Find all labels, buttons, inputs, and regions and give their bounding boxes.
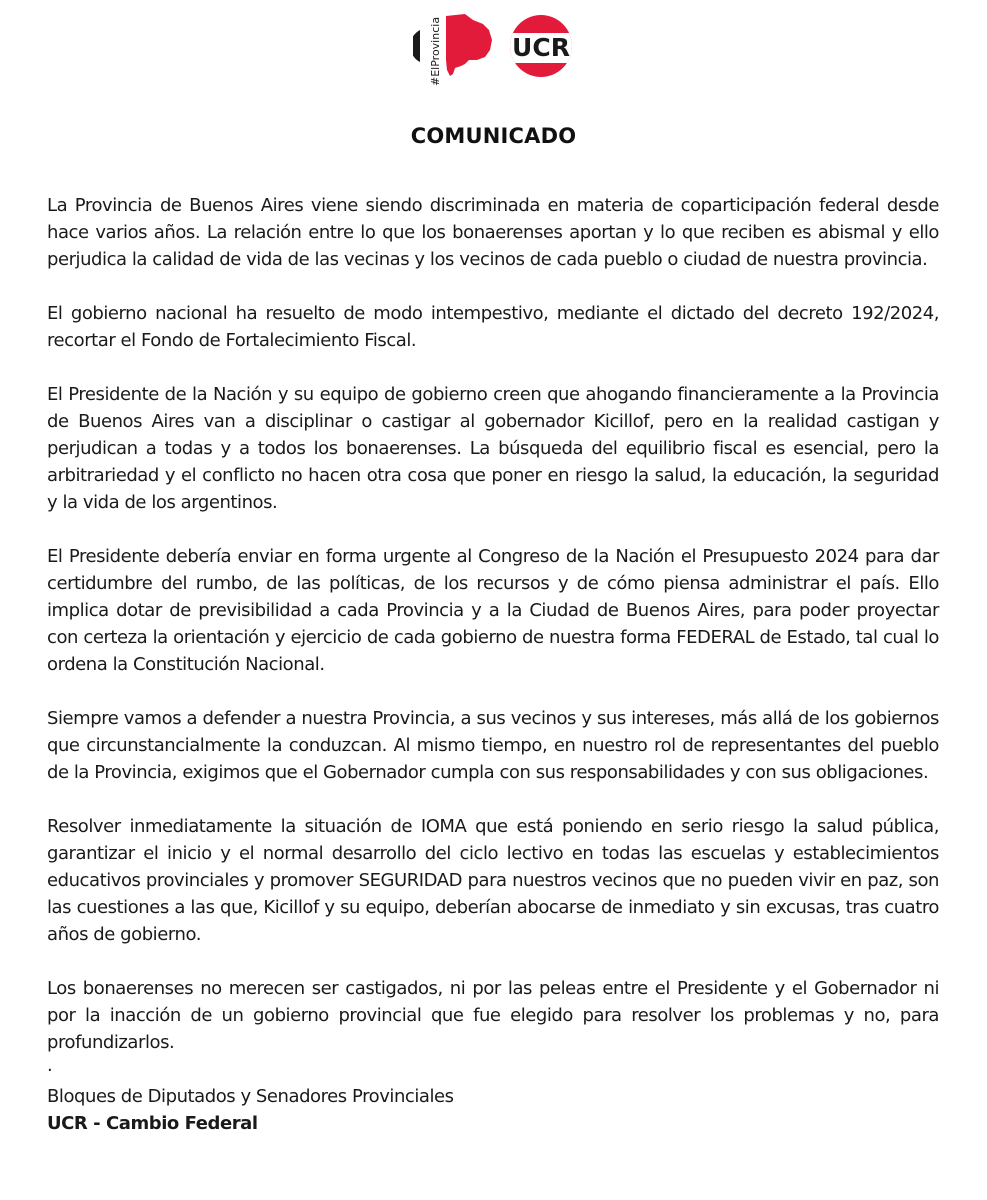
ucr-label: UCR [512,33,570,62]
paragraph-2: El gobierno nacional ha resuelto de modo intempestivo, mediante el dictado del decreto 192/2024, recortar el Fondo de Fortalecimiento Fiscal. [47,303,939,351]
paragraph-1: La Provincia de Buenos Aires viene siendo discriminada en materia de coparticipación federal desde hace varios años. La relación entre lo que los bonaerenses aportan y lo que reciben es abismal y ello perjudica la calidad de vida de las vecinas y los vecinos de cada pueblo o ciudad de nuestra provincia. [47,195,939,270]
logo-black-arc [413,30,420,62]
page-title: COMUNICADO [410,124,577,148]
paragraph-3: El Presidente de la Nación y su equipo de gobierno creen que ahogando financieramente a la Provincia de Buenos Aires van a disciplinar o castigar al gobernador Kicillof, pero en la realidad castigan y perjudican a todas y a todos los bonaerenses. La búsqueda del equilibrio fiscal es esencial, pero la arbitrariedad y el conflicto no hacen otra cosa que poner en riesgo la salud, la educación, la seguridad y la vida de los argentinos. [47,384,939,513]
signature-line-2: UCR - Cambio Federal [47,1113,258,1134]
paragraph-5: Siempre vamos a defender a nuestra Provincia, a sus vecinos y sus intereses, más allá de los gobiernos que circunstancialmente la conduzcan. Al mismo tiempo, en nuestro rol de representantes del pueblo de la Provincia, exigimos que el Gobernador cumpla con sus responsabilidades y con sus obligaciones. [47,708,939,783]
logo-left-label: #ElProvincia [429,16,442,86]
elprovincia-logo [413,10,495,88]
paragraph-6: Resolver inmediatamente la situación de IOMA que está poniendo en serio riesgo la salud pública, garantizar el inicio y el normal desarrollo del ciclo lectivo en todas las escuelas y establecimientos educativos provinciales y promover SEGURIDAD para nuestros vecinos que no pueden vivir en paz, son las cuestiones a las que, Kicillof y su equipo, deberían abocarse de inmediato y sin excusas, tras cuatro años de gobierno. [47,816,939,945]
communique-body [47,192,939,1137]
signature-line-1: Bloques de Diputados y Senadores Provinciales [47,1086,454,1107]
ucr-logo [508,10,574,82]
paragraph-7: Los bonaerenses no merecen ser castigados, ni por las peleas entre el Presidente y el Gobernador ni por la inacción de un gobierno provincial que fue elegido para resolver los problemas y no, para profundizarlos. [47,978,939,1053]
province-map-shape [446,14,492,76]
separator-dot: . [47,1055,53,1076]
paragraph-4: El Presidente debería enviar en forma urgente al Congreso de la Nación el Presupuesto 2024 para dar certidumbre del rumbo, de las políticas, de los recursos y de cómo piensa administrar el país. Ello implica dotar de previsibilidad a cada Provincia y a la Ciudad de Buenos Aires, para poder proyectar con certeza la orientación y ejercicio de cada gobierno de nuestra forma FEDERAL de Estado, tal cual lo ordena la Constitución Nacional. [47,546,939,675]
header-logos [0,8,987,88]
